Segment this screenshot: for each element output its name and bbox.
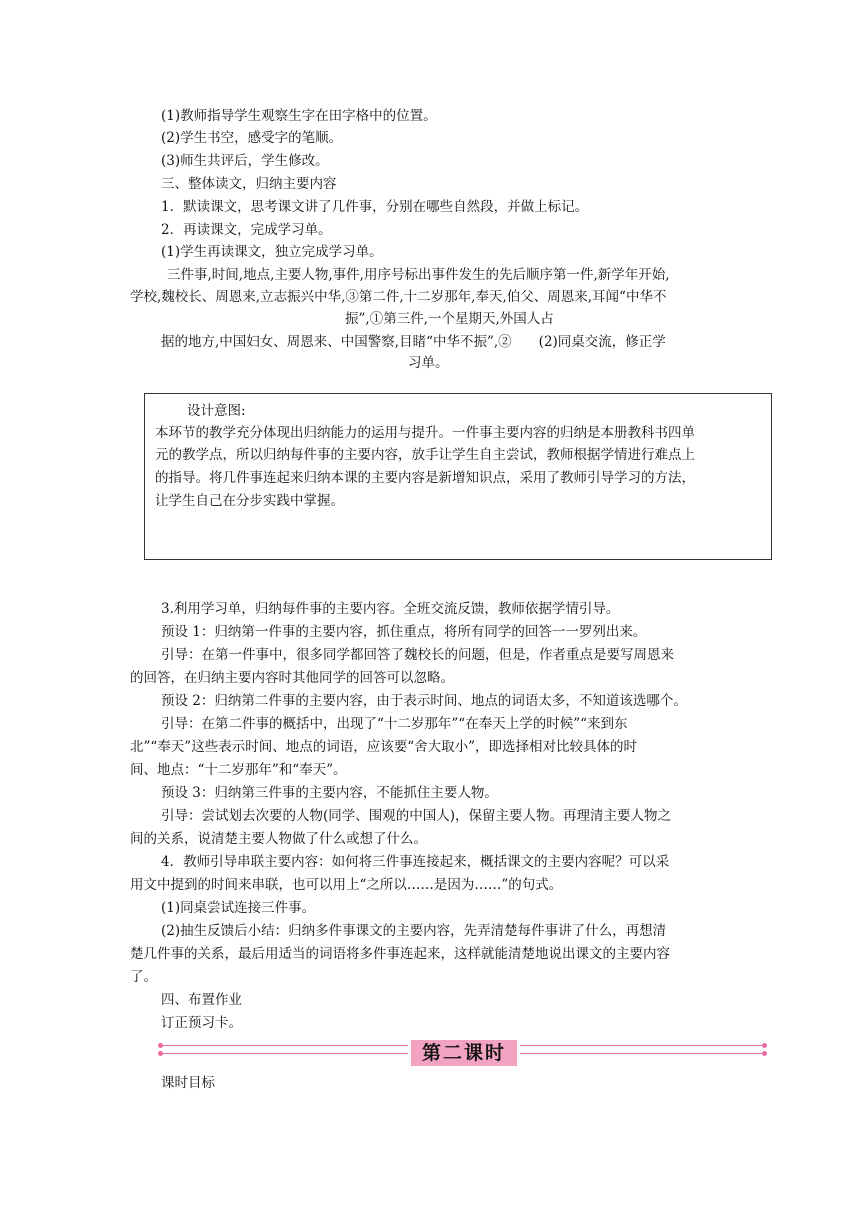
text-line: 间、地点：“十二岁那年”和“奉天”。 <box>130 762 347 778</box>
lesson-title: 第二课时 <box>411 1040 517 1066</box>
text-line: 北”“奉天”这些表示时间、地点的词语，应该要“舍大取小”，即选择相对比较具体的时 <box>130 739 638 755</box>
design-intent-box <box>144 393 772 560</box>
text-line: (2)学生书空，感受字的笔顺。 <box>161 130 343 146</box>
text-line: 1．默读课文，思考课文讲了几件事，分别在哪些自然段，并做上标记。 <box>161 199 589 215</box>
text-line: 引导：在第一件事中，很多同学都回答了魏校长的问题，但是，作者重点是要写周恩来 <box>161 647 674 663</box>
text-line: 学校,魏校长、周恩来,立志振兴中华,③第二件,十二岁那年,奉天,伯父、周恩来,耳闻“中华不 <box>130 289 667 305</box>
text-line: (1)教师指导学生观察生字在田字格中的位置。 <box>161 108 437 124</box>
text-line: 3.利用学习单，归纳每件事的主要内容。全班交流反馈，教师依据学情引导。 <box>161 601 620 617</box>
design-intent-line: 的指导。将几件事连起来归纳本课的主要内容是新增知识点，采用了教师引导学习的方法， <box>155 470 695 486</box>
text-line: 据的地方,中国妇女、周恩来、中国警察,目睹“中华不振”,② (2)同桌交流，修正学 <box>161 334 666 350</box>
design-intent-line: 元的教学点，所以归纳每件事的主要内容，放手让学生自主尝试，教师根据学情进行难点上 <box>155 447 695 463</box>
divider-dot-icon <box>762 1051 767 1056</box>
text-line: 2．再读课文，完成学习单。 <box>161 222 332 238</box>
lesson-goal-label: 课时目标 <box>161 1075 215 1091</box>
divider-dot-icon <box>762 1043 767 1048</box>
text-line: 三件事,时间,地点,主要人物,事件,用序号标出事件发生的先后顺序第一件,新学年开始, <box>167 267 670 283</box>
text-line: 间的关系，说清楚主要人物做了什么或想了什么。 <box>130 831 427 847</box>
text-line: 习单。 <box>408 355 449 371</box>
divider-line <box>520 1045 763 1046</box>
text-line: 引导：在第二件事的概括中，出现了“十二岁那年”“在奉天上学的时候”“来到东 <box>161 716 628 732</box>
text-line: (2)抽生反馈后小结：归纳多件事课文的主要内容，先弄清楚每件事讲了什么，再想清 <box>161 923 667 939</box>
text-line: 预设 1：归纳第一件事的主要内容，抓住重点，将所有同学的回答一一罗列出来。 <box>161 624 647 640</box>
text-line: 楚几件事的关系，最后用适当的词语将多件事连起来，这样就能清楚地说出课文的主要内容 <box>130 946 670 962</box>
text-line: 4．教师引导串联主要内容：如何将三件事连接起来，概括课文的主要内容呢？可以采 <box>161 854 670 870</box>
divider-line <box>162 1053 408 1054</box>
design-intent-line: 让学生自己在分步实践中掌握。 <box>155 493 344 509</box>
text-line: 了。 <box>130 969 157 985</box>
divider-line <box>520 1053 763 1054</box>
text-line: (3)师生共评后，学生修改。 <box>161 153 329 169</box>
text-line: 预设 3：归纳第三件事的主要内容，不能抓住主要人物。 <box>161 785 498 801</box>
section-heading: 三、整体读文，归纳主要内容 <box>161 176 337 192</box>
text-line: 振”,①第三件,一个星期天,外国人占 <box>345 311 554 327</box>
design-intent-line: 本环节的教学充分体现出归纳能力的运用与提升。一件事主要内容的归纳是本册教科书四单 <box>155 425 695 441</box>
text-line: 引导：尝试划去次要的人物(同学、围观的中国人)，保留主要人物。再理清主要人物之 <box>161 808 672 824</box>
text-line: (1)同桌尝试连接三件事。 <box>161 900 316 916</box>
divider-line <box>162 1045 408 1046</box>
text-line: 的回答，在归纳主要内容时其他同学的回答可以忽略。 <box>130 670 454 686</box>
text-line: 订正预习卡。 <box>161 1015 242 1031</box>
text-line: 预设 2：归纳第二件事的主要内容，由于表示时间、地点的词语太多，不知道该选哪个。 <box>161 693 687 709</box>
text-line: 用文中提到的时间来串联，也可以用上“之所以……是因为……”的句式。 <box>130 877 563 893</box>
section-heading: 四、布置作业 <box>161 992 242 1008</box>
text-line: (1)学生再读课文，独立完成学习单。 <box>161 244 383 260</box>
design-intent-title: 设计意图: <box>187 403 246 419</box>
